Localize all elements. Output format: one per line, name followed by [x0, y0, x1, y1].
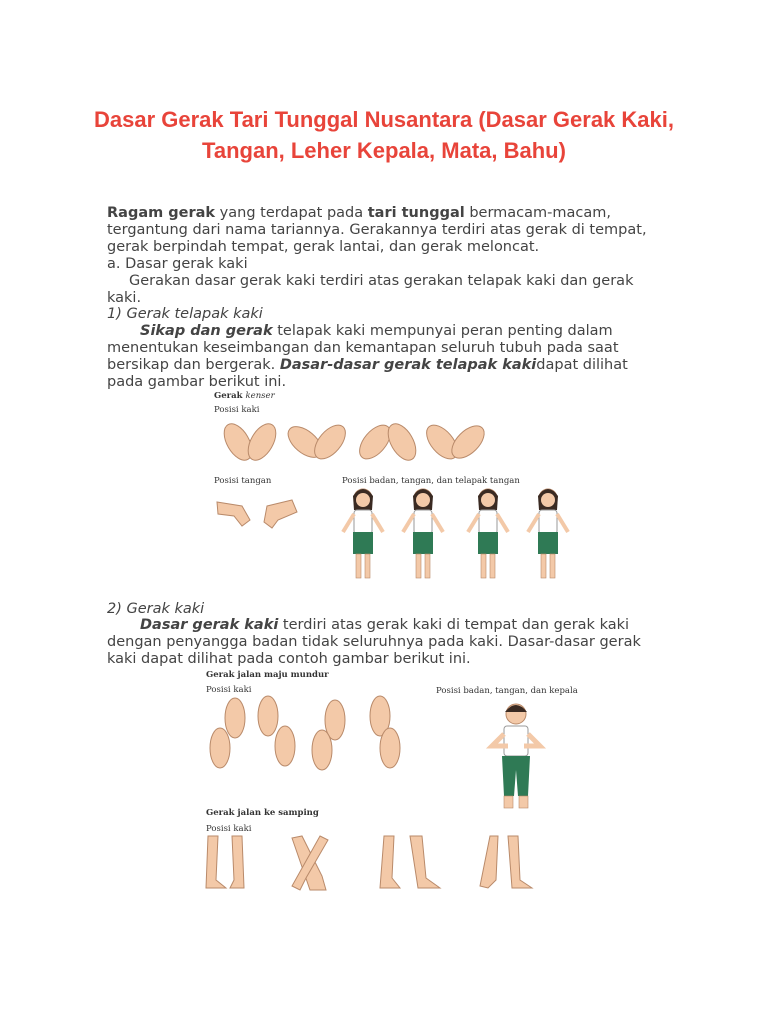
dancer-4: [528, 489, 568, 578]
intro-text-1: yang terdapat pada: [215, 205, 368, 221]
intro-term-tari-tunggal: tari tunggal: [367, 205, 465, 221]
sub1-paragraph: [107, 323, 667, 391]
dancer-2: [403, 489, 443, 578]
sub2-text: terdiri atas gerak kaki di tempat dan gerak kaki dengan penyangga badan tidak seluruhnya pada kaki. Dasar-dasar gerak kaki dapat dilihat pada contoh gambar berikut ini.: [107, 617, 641, 667]
sub1-heading: [107, 306, 667, 323]
section-a-paragraph: [107, 273, 667, 307]
dancer-3: [468, 489, 508, 578]
section-a-heading-text: a. Dasar gerak kaki: [107, 256, 248, 272]
intro-text-2: bermacam-macam, tergantung dari nama tariannya. Gerakannya terdiri atas gerak di tempat, gerak berpindah tempat, gerak lantai, dan gerak meloncat.: [107, 205, 647, 255]
foot-pair-1: [218, 419, 281, 465]
fig1-hands-illustration: [212, 492, 302, 532]
foot-pair-2: [283, 420, 352, 465]
fig2-caption-posisi-kaki: Posisi kaki: [206, 685, 252, 695]
sub1-term-dasar: Dasar-dasar gerak telapak kaki: [279, 357, 537, 373]
sub1-text-2: dapat dilihat pada gambar berikut ini.: [107, 357, 628, 390]
page-title: Dasar Gerak Tari Tunggal Nusantara (Dasar Gerak Kaki, Tangan, Leher Kepala, Mata, Bahu): [94, 107, 674, 163]
fig1-caption-gerak-italic: kenser: [245, 391, 275, 401]
sub1-text-1: telapak kaki mempunyai peran penting dalam menentukan keseimbangan dan kemantapan seluruh tubuh pada saat bersikap dan bergerak.: [107, 323, 619, 373]
fig1-caption-posisi-kaki: Posisi kaki: [214, 405, 260, 415]
sub1-heading-text: 1) Gerak telapak kaki: [107, 306, 263, 322]
sub2-heading-text: 2) Gerak kaki: [107, 601, 205, 617]
foot-pair-4: [421, 420, 490, 465]
fig1-caption-gerak: [214, 391, 275, 401]
fig1-dancers-illustration: [338, 486, 578, 586]
fig2-feet-forward-illustration: [200, 696, 410, 771]
sub2-paragraph: [107, 617, 667, 668]
fig2-caption-posisi-kaki-2: Posisi kaki: [206, 824, 252, 834]
section-a-heading: [107, 256, 667, 273]
sub1-term-sikap: Sikap dan gerak: [140, 323, 273, 339]
fig2-boy-dancer-illustration: [488, 700, 548, 820]
sub2-heading: [107, 601, 667, 618]
fig1-caption-posisi-badan: Posisi badan, tangan, dan telapak tangan: [342, 476, 520, 486]
fig1-caption-posisi-tangan: Posisi tangan: [214, 476, 272, 486]
intro-term-ragam-gerak: Ragam gerak: [107, 205, 216, 221]
foot-pair-3: [354, 419, 422, 465]
section-a-text: Gerakan dasar gerak kaki terdiri atas gerakan telapak kaki dan gerak kaki.: [107, 273, 634, 306]
fig1-feet-illustration: [210, 418, 490, 466]
dancer-1: [343, 489, 383, 578]
fig2-caption-posisi-badan: Posisi badan, tangan, dan kepala: [436, 686, 578, 696]
intro-paragraph: [107, 205, 667, 256]
fig2-feet-side-illustration: [200, 836, 530, 896]
fig2-caption-jalan: Gerak jalan maju mundur: [206, 670, 329, 680]
sub2-term-dasar: Dasar gerak kaki: [140, 617, 279, 633]
fig1-caption-gerak-text: Gerak: [214, 391, 246, 401]
fig2-caption-samping: Gerak jalan ke samping: [206, 808, 319, 818]
